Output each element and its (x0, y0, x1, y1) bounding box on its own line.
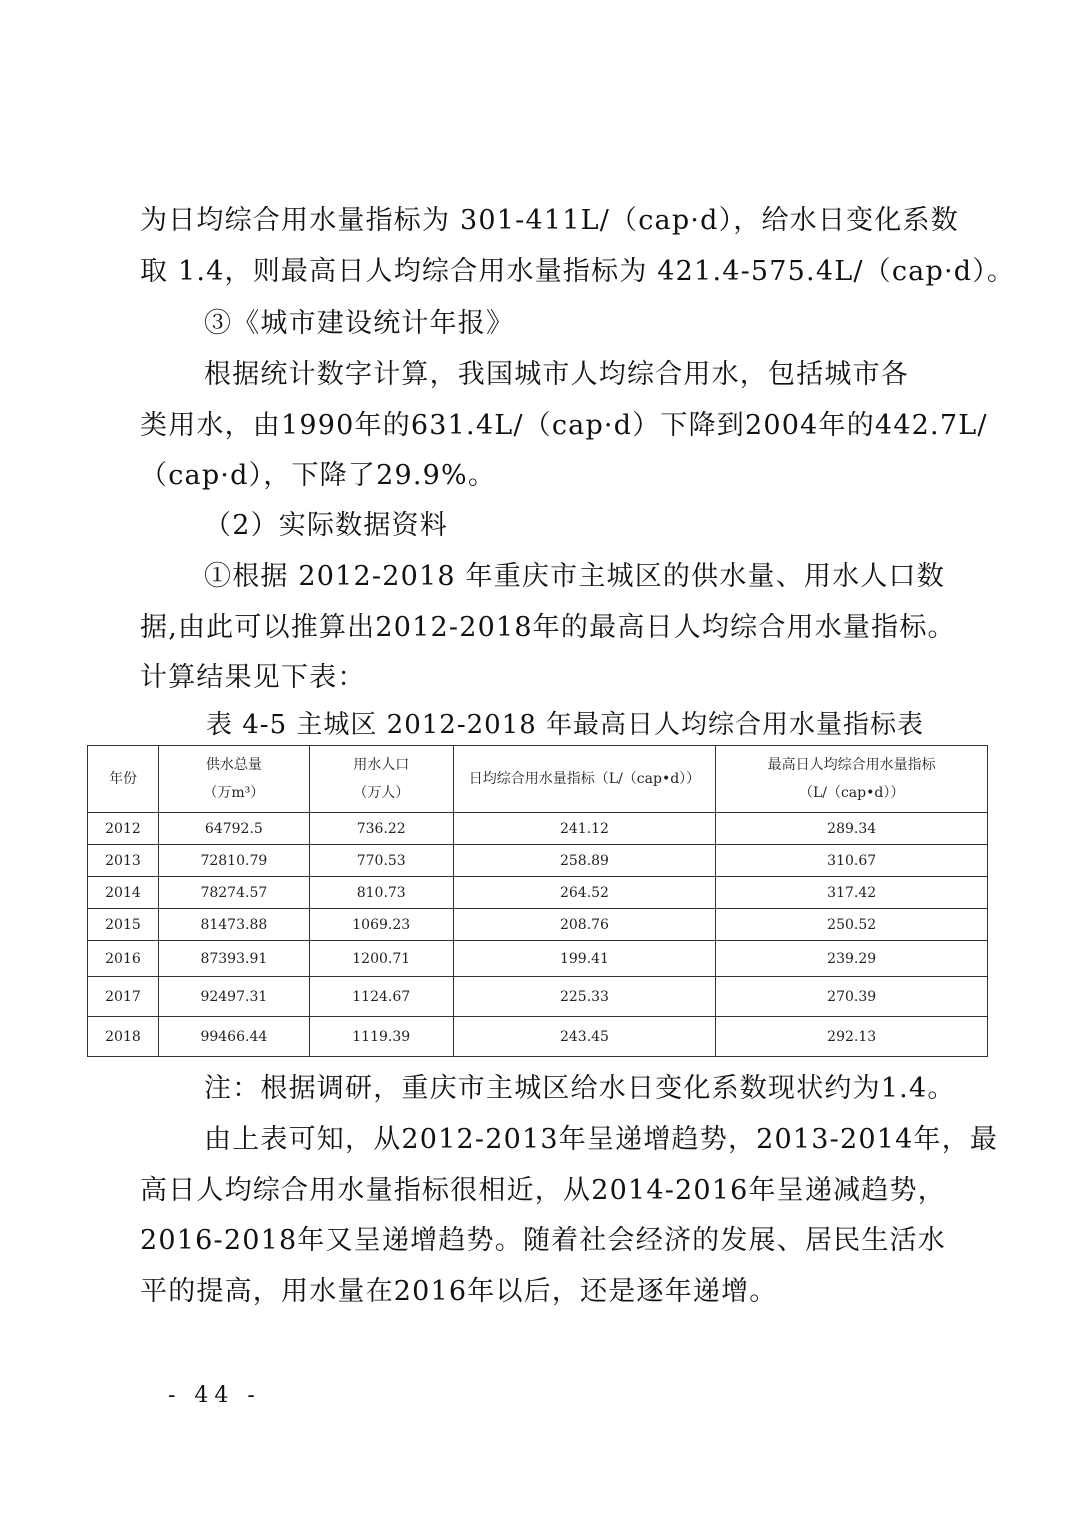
cell-daily-average: 264.52 (453, 877, 716, 909)
table-row (88, 1017, 988, 1057)
cell-daily-average: 258.89 (453, 845, 716, 877)
cell-supply: 72810.79 (158, 845, 309, 877)
paragraph-3-line-1: ①根据 2012-2018 年重庆市主城区的供水量、用水人口数 (204, 561, 945, 592)
paragraph-4-line-1: 由上表可知，从2012-2013年呈递增趋势，2013-2014年，最 (204, 1124, 999, 1155)
paragraph-3-line-3: 计算结果见下表： (140, 662, 366, 693)
cell-supply: 64792.5 (158, 813, 309, 845)
cell-max-daily: 289.34 (716, 813, 988, 845)
header-max-daily: 最高日人均综合用水量指标 （L/（cap•d）） (716, 746, 988, 813)
cell-population: 770.53 (309, 845, 453, 877)
cell-year: 2017 (88, 977, 159, 1017)
cell-max-daily: 239.29 (716, 941, 988, 977)
paragraph-2-line-3: （cap·d），下降了29.9%。 (140, 460, 497, 491)
cell-max-daily: 270.39 (716, 977, 988, 1017)
cell-year: 2016 (88, 941, 159, 977)
table-row (88, 941, 988, 977)
table-row (88, 877, 988, 909)
cell-daily-average: 199.41 (453, 941, 716, 977)
cell-supply: 78274.57 (158, 877, 309, 909)
paragraph-2-line-1: 根据统计数字计算，我国城市人均综合用水，包括城市各 (204, 359, 909, 390)
cell-population: 1119.39 (309, 1017, 453, 1057)
paragraph-3-line-2: 据,由此可以推算出2012-2018年的最高日人均综合用水量指标。 (140, 612, 956, 643)
table-caption: 表 4-5 主城区 2012-2018 年最高日人均综合用水量指标表 (206, 710, 925, 740)
cell-supply: 87393.91 (158, 941, 309, 977)
cell-year: 2014 (88, 877, 159, 909)
cell-year: 2012 (88, 813, 159, 845)
cell-daily-average: 243.45 (453, 1017, 716, 1057)
table-row (88, 813, 988, 845)
cell-daily-average: 208.76 (453, 909, 716, 941)
table-row (88, 977, 988, 1017)
table-row (88, 845, 988, 877)
header-supply: 供水总量 （万m³） (158, 746, 309, 813)
cell-daily-average: 241.12 (453, 813, 716, 845)
table-note: 注：根据调研，重庆市主城区给水日变化系数现状约为1.4。 (204, 1073, 956, 1104)
paragraph-4-line-4: 平的提高，用水量在2016年以后，还是逐年递增。 (140, 1276, 778, 1307)
page-number: - 44 - (168, 1383, 261, 1408)
cell-max-daily: 310.67 (716, 845, 988, 877)
cell-supply: 81473.88 (158, 909, 309, 941)
header-population: 用水人口 （万人） (309, 746, 453, 813)
cell-supply: 99466.44 (158, 1017, 309, 1057)
paragraph-1-line-1: 为日均综合用水量指标为 301-411L/（cap·d），给水日变化系数 (140, 205, 959, 236)
cell-population: 736.22 (309, 813, 453, 845)
cell-supply: 92497.31 (158, 977, 309, 1017)
cell-population: 810.73 (309, 877, 453, 909)
paragraph-1-line-2: 取 1.4，则最高日人均综合用水量指标为 421.4-575.4L/（cap·d）。 (140, 256, 1016, 287)
cell-population: 1124.67 (309, 977, 453, 1017)
paragraph-4-line-2: 高日人均综合用水量指标很相近，从2014-2016年呈递减趋势， (140, 1175, 946, 1206)
paragraph-4-line-3: 2016-2018年又呈递增趋势。随着社会经济的发展、居民生活水 (140, 1225, 946, 1256)
cell-year: 2013 (88, 845, 159, 877)
water-use-indicator-table (87, 745, 988, 1057)
heading-actual-data: （2）实际数据资料 (204, 510, 448, 541)
cell-daily-average: 225.33 (453, 977, 716, 1017)
header-daily-average: 日均综合用水量指标（L/（cap•d）） (453, 746, 716, 813)
cell-year: 2018 (88, 1017, 159, 1057)
cell-year: 2015 (88, 909, 159, 941)
paragraph-2-line-2: 类用水，由1990年的631.4L/（cap·d）下降到2004年的442.7L/ (140, 410, 988, 441)
cell-max-daily: 317.42 (716, 877, 988, 909)
cell-max-daily: 292.13 (716, 1017, 988, 1057)
cell-population: 1200.71 (309, 941, 453, 977)
table-row (88, 909, 988, 941)
cell-population: 1069.23 (309, 909, 453, 941)
header-year: 年份 (88, 746, 159, 813)
cell-max-daily: 250.52 (716, 909, 988, 941)
heading-city-construction-yearbook: ③《城市建设统计年报》 (204, 308, 515, 339)
table-header-row (88, 746, 988, 813)
